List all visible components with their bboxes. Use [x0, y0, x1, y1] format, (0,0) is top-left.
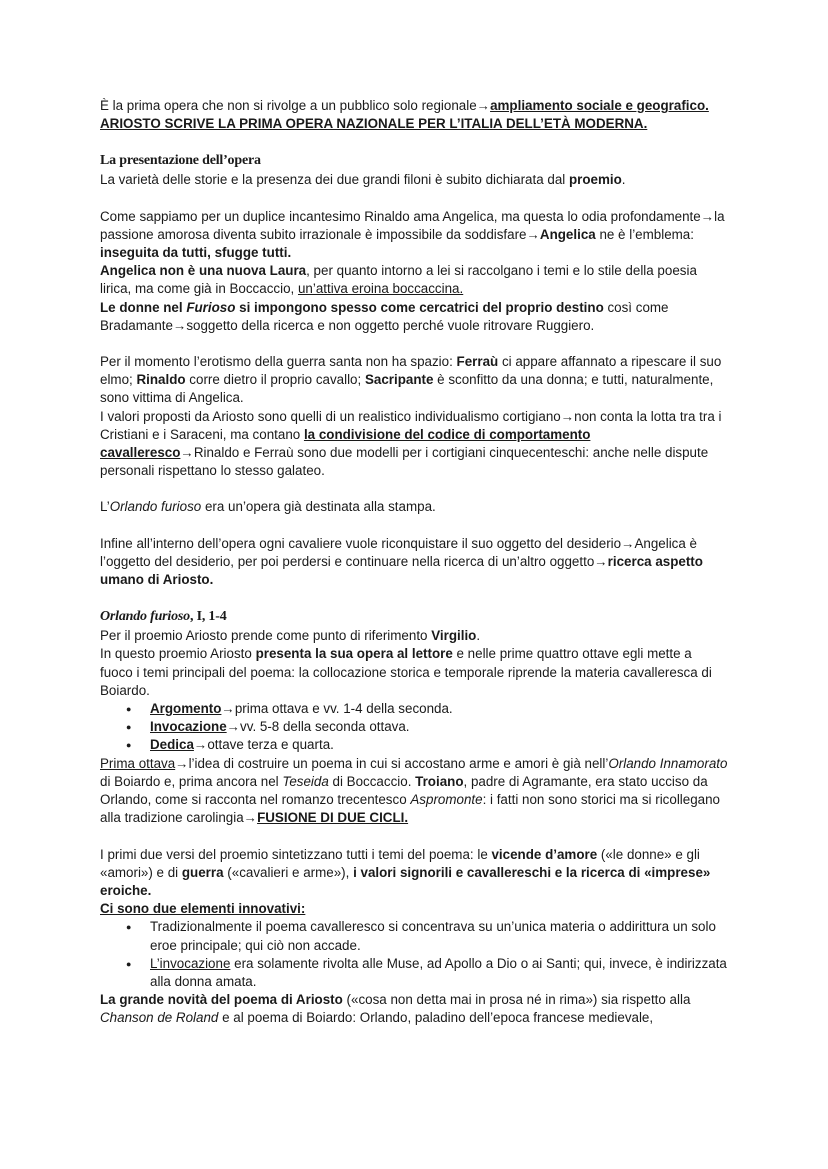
paragraph — [100, 846, 728, 901]
bold-text: Sacripante — [364, 372, 434, 388]
list-key: Argomento — [150, 701, 222, 717]
paragraph — [100, 900, 728, 918]
text: L’ — [100, 499, 110, 515]
italic-text: Orlando Innamorato — [608, 755, 728, 771]
list-item — [100, 918, 728, 954]
underlined-text: Prima ottava — [100, 755, 176, 771]
list-key: Invocazione — [150, 719, 227, 735]
text: è sconfitto da una donna; e tutti, naturalmente, sono vittima di Angelica. — [100, 372, 714, 406]
text: I valori proposti da Ariosto sono quelli di un realistico individualismo cortigiano→non conta la lotta tra tra i Cristiani e i Saraceni, ma contano — [100, 408, 722, 442]
paragraph — [100, 535, 728, 590]
bold-text: Angelica — [539, 226, 596, 242]
bold-text: inseguita da tutti, sfugge tutti. — [100, 245, 292, 261]
text: corre dietro il proprio cavallo; — [185, 372, 365, 388]
italic-text: Orlando furioso — [109, 499, 202, 515]
list-value: →prima ottava e vv. 1-4 della seconda. — [221, 701, 453, 717]
bold-text: si impongono spesso come cercatrici del proprio destino — [235, 299, 604, 315]
text: Per il momento l’erotismo della guerra santa non ha spazio: — [100, 354, 457, 370]
bold-text: proemio — [568, 172, 622, 188]
innovations-list — [100, 918, 728, 991]
proemio-list — [100, 700, 728, 755]
bold-underlined-text: FUSIONE DI DUE CICLI. — [257, 810, 409, 826]
paragraph — [100, 353, 728, 408]
text: , per quanto intorno a lei si raccolgano i temi e lo stile della poesia lirica, ma come già in Boccaccio, — [100, 263, 697, 297]
bold-text: Virgilio — [431, 628, 477, 644]
list-item — [100, 955, 728, 991]
intro-text: È la prima opera che non si rivolge a un pubblico solo regionale — [100, 98, 477, 113]
text: I primi due versi del proemio sintetizzano tutti i temi del poema: le — [100, 846, 492, 862]
text: era un’opera già destinata alla stampa. — [201, 499, 436, 515]
text: di Boccaccio. — [328, 773, 416, 789]
underlined-text: un’attiva eroina boccaccina. — [297, 281, 464, 297]
paragraph — [100, 408, 728, 481]
bold-text: La grande novità del poema di Ariosto — [100, 992, 343, 1008]
italic-text: Chanson de Roland — [100, 1010, 219, 1026]
list-key: L’invocazione — [150, 955, 231, 971]
paragraph — [100, 627, 728, 645]
paragraph — [100, 208, 728, 263]
text: La varietà delle storie e la presenza dei due grandi filoni è subito dichiarata dal — [100, 172, 569, 188]
list-key: Dedica — [150, 737, 194, 753]
text: di Boiardo e, prima ancora nel — [100, 773, 283, 789]
text: («cavalieri e arme»), — [223, 864, 354, 880]
title-italic: Orlando furioso — [100, 609, 190, 625]
text: e al poema di Boiardo: Orlando, paladino dell’epoca francese medievale, — [218, 1010, 654, 1026]
list-item — [100, 736, 728, 754]
paragraph — [100, 299, 728, 335]
list-value: era solamente rivolta alle Muse, ad Apollo a Dio o ai Santi; qui, invece, è indirizzata alla donna amata. — [150, 955, 727, 989]
italic-text: Furioso — [186, 299, 236, 315]
intro-headline — [100, 115, 728, 133]
bold-text: Le donne nel — [100, 299, 187, 315]
bold-text: Angelica non è una nuova Laura — [100, 263, 307, 279]
bold-text: Ferraù — [456, 354, 499, 370]
text: : i fatti non sono storici ma si ricollegano alla tradizione carolingia→ — [100, 792, 721, 826]
text: Infine all’interno dell’opera ogni cavaliere vuole riconquistare il suo oggetto del desiderio→Angelica è l’oggetto del desiderio, per poi perdersi e continuare nella ricerca di un’altro oggetto→ — [100, 535, 697, 569]
bold-underlined-text: la condivisione del codice di comportamento cavalleresco — [100, 426, 591, 461]
list-value: Tradizionalmente il poema cavalleresco si concentrava su un’unica materia o addirittura un solo eroe principale; qui ciò non accade. — [150, 919, 716, 953]
title-ref: , I, 1-4 — [189, 609, 227, 625]
bold-text: guerra — [181, 864, 224, 880]
text: ci appare affannato a ripescare il suo elmo; — [100, 354, 722, 388]
document-page — [100, 97, 728, 1028]
paragraph — [100, 991, 728, 1027]
bold-text: presenta la sua opera al lettore — [255, 646, 453, 662]
bold-text: ricerca aspetto umano di Ariosto. — [100, 553, 703, 588]
text: , padre di Agramante, era stato ucciso da Orlando, come si racconta nel romanzo trecentesco — [100, 773, 708, 808]
paragraph — [100, 262, 728, 298]
paragraph — [100, 755, 728, 828]
text: («le donne» e gli «amori») e di — [100, 846, 700, 880]
bold-text: vicende d’amore — [491, 846, 598, 862]
text: →Rinaldo e Ferraù sono due modelli per i cortigiani cinquecenteschi: anche nelle dispute personali rispettano lo stesso galateo. — [100, 445, 709, 479]
intro-paragraph — [100, 97, 728, 115]
paragraph — [100, 645, 728, 700]
text: ne è l’emblema: — [595, 226, 694, 242]
text: e nelle prime quattro ottave egli mette a fuoco i temi principali del poema: la collocazione storica e temporale riprende la materia cavalleresca di Boiardo. — [100, 646, 712, 698]
text: («cosa non detta mai in prosa né in rima») sia rispetto alla — [342, 992, 691, 1008]
italic-text: Aspromonte — [410, 792, 483, 808]
text: così come Bradamante→soggetto della ricerca e non oggetto perché vuole ritrovare Ruggiero. — [100, 299, 669, 333]
section-title-orlando-furioso — [100, 607, 728, 627]
text: Come sappiamo per un duplice incantesimo Rinaldo ama Angelica, ma questa lo odia profondamente→la passione amorosa diventa subito irrazionale è impossibile da soddisfare→ — [100, 208, 725, 242]
bold-text: Rinaldo — [136, 372, 186, 388]
list-value: →vv. 5-8 della seconda ottava. — [226, 719, 410, 735]
list-item — [100, 700, 728, 718]
text: Per il proemio Ariosto prende come punto di riferimento — [100, 628, 432, 644]
italic-text: Teseida — [282, 773, 329, 789]
paragraph — [100, 171, 728, 189]
bold-text: Troiano — [415, 773, 464, 789]
arrow: → — [476, 98, 491, 113]
list-value: →ottave terza e quarta. — [193, 737, 334, 753]
text: . — [476, 628, 481, 644]
bold-underlined-text: Ci sono due elementi innovativi: — [100, 901, 306, 917]
text: In questo proemio Ariosto — [100, 646, 256, 662]
text: . — [621, 172, 626, 188]
bold-text: i valori signorili e cavallereschi e la ricerca di «imprese» eroiche. — [100, 864, 711, 898]
intro-highlight: ampliamento sociale e geografico. — [490, 98, 709, 113]
text: →l’idea di costruire un poema in cui si accostano arme e amori è già nell’ — [175, 755, 609, 771]
section-title-presentazione: La presentazione dell’opera — [100, 153, 261, 169]
paragraph — [100, 498, 728, 516]
list-item — [100, 718, 728, 736]
intro-headline-text: ARIOSTO SCRIVE LA PRIMA OPERA NAZIONALE PER L’ITALIA DELL’ETÀ MODERNA. — [100, 116, 648, 132]
